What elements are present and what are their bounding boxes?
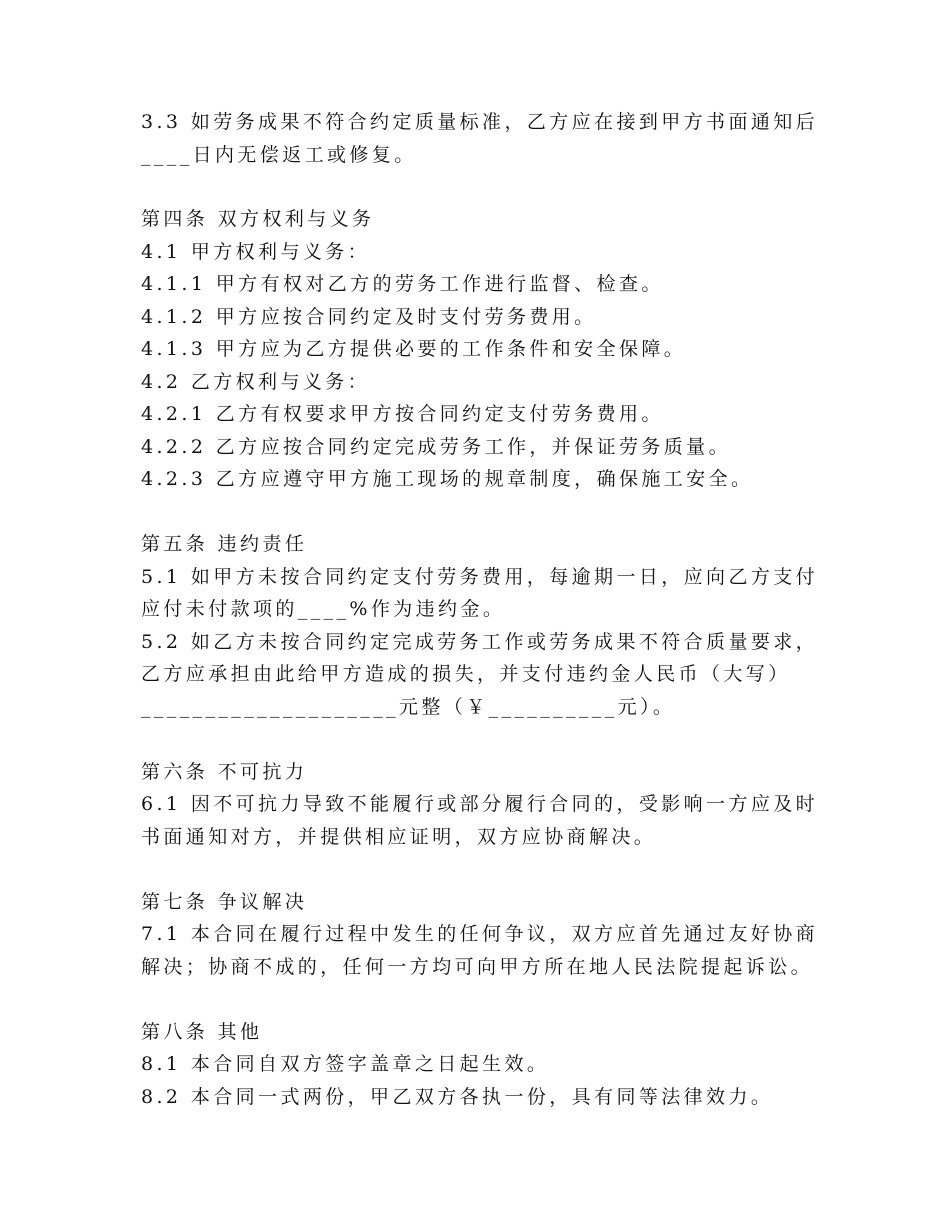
clause-4-2-3: 4.2.3 乙方应遵守甲方施工现场的规章制度，确保施工安全。: [141, 468, 754, 490]
article-6-heading: 第六条 不可抗力: [141, 761, 308, 783]
clause-5-2-line-2: 乙方应承担由此给甲方造成的损失，并支付违约金人民币（大写）: [141, 663, 791, 685]
clause-4-1-2: 4.1.2 甲方应按合同约定及时支付劳务费用。: [141, 306, 597, 328]
clause-6-1-line-1: 6.1 因不可抗力导致不能履行或部分履行合同的，受影响一方应及时: [141, 793, 819, 815]
clause-6-1-line-2: 书面通知对方，并提供相应证明，双方应协商解决。: [141, 826, 657, 848]
article-8-heading: 第八条 其他: [141, 1021, 263, 1043]
clause-8-2: 8.2 本合同一式两份，甲乙双方各执一份，具有同等法律效力。: [141, 1086, 774, 1108]
clause-4-2-1: 4.2.1 乙方有权要求甲方按合同约定支付劳务费用。: [141, 403, 664, 425]
clause-5-1-line-2: 应付未付款项的____%作为违约金。: [141, 598, 506, 620]
article-7-heading: 第七条 争议解决: [141, 891, 308, 913]
clause-5-1-line-1: 5.1 如甲方未按合同约定支付劳务费用，每逾期一日，应向乙方支付: [141, 566, 819, 588]
article-5-heading: 第五条 违约责任: [141, 533, 308, 555]
clause-7-1-line-1: 7.1 本合同在履行过程中发生的任何争议，双方应首先通过友好协商: [141, 923, 819, 945]
clause-3-3-line-2: ____日内无偿返工或修复。: [141, 144, 417, 166]
clause-4-1: 4.1 甲方权利与义务：: [141, 241, 371, 263]
clause-4-1-1: 4.1.1 甲方有权对乙方的劳务工作进行监督、检查。: [141, 273, 664, 295]
clause-5-2-line-1: 5.2 如乙方未按合同约定完成劳务工作或劳务成果不符合质量要求，: [141, 631, 819, 653]
clause-5-2-line-3: ____________________元整（￥__________元）。: [141, 696, 676, 718]
clause-4-2: 4.2 乙方权利与义务：: [141, 371, 371, 393]
clause-4-1-3: 4.1.3 甲方应为乙方提供必要的工作条件和安全保障。: [141, 338, 687, 360]
article-4-heading: 第四条 双方权利与义务: [141, 208, 375, 230]
clause-8-1: 8.1 本合同自双方签字盖章之日起生效。: [141, 1053, 550, 1075]
clause-7-1-line-2: 解决；协商不成的，任何一方均可向甲方所在地人民法院提起诉讼。: [141, 956, 814, 978]
clause-3-3-line-1: 3.3 如劳务成果不符合约定质量标准，乙方应在接到甲方书面通知后: [141, 111, 819, 133]
clause-4-2-2: 4.2.2 乙方应按合同约定完成劳务工作，并保证劳务质量。: [141, 436, 731, 458]
